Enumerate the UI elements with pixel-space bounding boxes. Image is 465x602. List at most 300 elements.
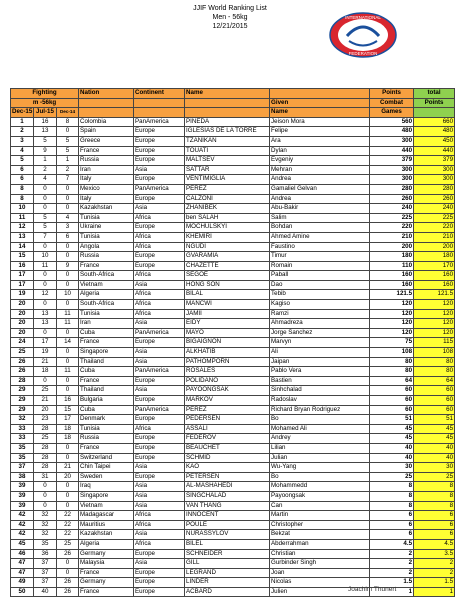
combat-points: 180 — [370, 252, 414, 262]
continent: Europe — [134, 146, 185, 156]
nation: Madagascar — [79, 511, 134, 521]
surname: VAN THANG — [185, 501, 270, 511]
rank-dec14: 9 — [57, 261, 79, 271]
rank-dec14: 0 — [57, 127, 79, 137]
table-row — [11, 242, 455, 252]
rank-dec15: 42 — [11, 530, 34, 540]
continent: Asia — [134, 501, 185, 511]
rank-dec15: 8 — [11, 184, 34, 194]
rank-dec14: 26 — [57, 587, 79, 597]
nation: Algeria — [79, 539, 134, 549]
continent: Europe — [134, 568, 185, 578]
surname: TZANIKAN — [185, 136, 270, 146]
surname: JAMII — [185, 309, 270, 319]
table-row — [11, 146, 455, 156]
rank-dec15: 33 — [11, 424, 34, 434]
nation: Iraq — [79, 482, 134, 492]
table-row — [11, 472, 455, 482]
head-nation: Nation — [79, 89, 134, 99]
nation: Tunisia — [79, 213, 134, 223]
rank-dec15: 42 — [11, 520, 34, 530]
nation: Singapore — [79, 491, 134, 501]
table-row — [11, 367, 455, 377]
table-row — [11, 184, 455, 194]
rank-dec15: 33 — [11, 434, 34, 444]
table-row — [11, 559, 455, 569]
rank-jul15: 0 — [34, 194, 57, 204]
combat-points: 220 — [370, 223, 414, 233]
rank-jul15: 0 — [34, 501, 57, 511]
surname: GILL — [185, 559, 270, 569]
continent: Africa — [134, 242, 185, 252]
surname: IGLESIAS DE LA TORRE — [185, 127, 270, 137]
rank-dec15: 39 — [11, 491, 34, 501]
surname: KHEMIRI — [185, 232, 270, 242]
surname: PINEDA — [185, 117, 270, 127]
surname: KAO — [185, 463, 270, 473]
given-name: Faustino — [270, 242, 370, 252]
combat-points: 40 — [370, 443, 414, 453]
rank-dec14: 0 — [57, 443, 79, 453]
rank-dec15: 39 — [11, 501, 34, 511]
nation: South-Africa — [79, 271, 134, 281]
surname: NURASSYLOV — [185, 530, 270, 540]
continent: Asia — [134, 348, 185, 358]
total-points: 220 — [414, 223, 455, 233]
continent: Europe — [134, 472, 185, 482]
total-points: 80 — [414, 367, 455, 377]
combat-points: 440 — [370, 146, 414, 156]
combat-points: 6 — [370, 511, 414, 521]
combat-points: 40 — [370, 453, 414, 463]
total-points: 64 — [414, 376, 455, 386]
rank-jul15: 25 — [34, 386, 57, 396]
nation: Chin Taipei — [79, 463, 134, 473]
combat-points: 379 — [370, 156, 414, 166]
rank-dec14: 0 — [57, 357, 79, 367]
total-points: 225 — [414, 213, 455, 223]
table-row — [11, 511, 455, 521]
given-name: Payoongsak — [270, 491, 370, 501]
rank-jul15: 4 — [34, 175, 57, 185]
nation: Ukraine — [79, 223, 134, 233]
table-row — [11, 156, 455, 166]
nation: Russia — [79, 156, 134, 166]
rank-jul15: 37 — [34, 559, 57, 569]
table-row — [11, 127, 455, 137]
total-points: 6 — [414, 511, 455, 521]
table-row — [11, 376, 455, 386]
rank-dec14: 0 — [57, 300, 79, 310]
surname: LINDER — [185, 578, 270, 588]
rank-dec15: 46 — [11, 549, 34, 559]
rank-dec15: 24 — [11, 338, 34, 348]
total-points: 25 — [414, 472, 455, 482]
nation: Tunisia — [79, 424, 134, 434]
table-row — [11, 396, 455, 406]
head-points-total: Points — [414, 98, 455, 108]
given-name: Dao — [270, 280, 370, 290]
continent: PanAmerica — [134, 405, 185, 415]
total-points: 379 — [414, 156, 455, 166]
nation: Thailand — [79, 386, 134, 396]
total-points: 1 — [414, 587, 455, 597]
table-row — [11, 194, 455, 204]
continent: Europe — [134, 587, 185, 597]
surname: SINGCHALAD — [185, 491, 270, 501]
rank-dec15: 11 — [11, 213, 34, 223]
given-name: Bohdan — [270, 223, 370, 233]
nation: Algeria — [79, 290, 134, 300]
nation: France — [79, 261, 134, 271]
given-name: Andrea — [270, 175, 370, 185]
surname: FEDEROV — [185, 434, 270, 444]
given-name: Gurbinder Singh — [270, 559, 370, 569]
head-blank-2 — [79, 98, 134, 108]
given-name: Abderrahman — [270, 539, 370, 549]
rank-dec14: 0 — [57, 559, 79, 569]
total-points: 8 — [414, 491, 455, 501]
rank-dec14: 14 — [57, 338, 79, 348]
total-points: 210 — [414, 232, 455, 242]
head-fighting: Fighting — [11, 89, 79, 99]
rank-jul15: 32 — [34, 530, 57, 540]
rank-jul15: 0 — [34, 280, 57, 290]
rank-dec14: 0 — [57, 252, 79, 262]
rank-dec14: 0 — [57, 204, 79, 214]
nation: Malaysia — [79, 559, 134, 569]
continent: Africa — [134, 520, 185, 530]
combat-points: 2 — [370, 568, 414, 578]
table-row — [11, 328, 455, 338]
table-row — [11, 482, 455, 492]
nation: Russia — [79, 252, 134, 262]
rank-dec14: 18 — [57, 434, 79, 444]
given-name: Mohammedd — [270, 482, 370, 492]
rank-dec15: 19 — [11, 290, 34, 300]
given-name: Paball — [270, 271, 370, 281]
rank-dec14: 2 — [57, 165, 79, 175]
rank-dec15: 39 — [11, 482, 34, 492]
rank-dec14: 22 — [57, 530, 79, 540]
continent: Europe — [134, 136, 185, 146]
nation: France — [79, 568, 134, 578]
nation: Vietnam — [79, 280, 134, 290]
rank-jul15: 28 — [34, 463, 57, 473]
combat-points: 300 — [370, 175, 414, 185]
head-dec14: Dec-14 — [57, 108, 79, 118]
rank-jul15: 28 — [34, 424, 57, 434]
rank-jul15: 5 — [34, 223, 57, 233]
head-games: Games — [370, 108, 414, 118]
given-name: Sinhchalad — [270, 386, 370, 396]
head-blank-7 — [185, 108, 270, 118]
rank-jul15: 28 — [34, 443, 57, 453]
total-points: 45 — [414, 424, 455, 434]
table-row — [11, 280, 455, 290]
nation: Italy — [79, 194, 134, 204]
rank-dec15: 29 — [11, 386, 34, 396]
rank-jul15: 16 — [34, 117, 57, 127]
rank-dec15: 29 — [11, 396, 34, 406]
nation: Switzerland — [79, 453, 134, 463]
rank-dec15: 50 — [11, 587, 34, 597]
rank-jul15: 0 — [34, 242, 57, 252]
continent: Europe — [134, 127, 185, 137]
given-name: Ramzi — [270, 309, 370, 319]
given-name: Jorge Sanchez — [270, 328, 370, 338]
rank-jul15: 37 — [34, 568, 57, 578]
surname: ASSALI — [185, 424, 270, 434]
rank-jul15: 0 — [34, 300, 57, 310]
nation: Spain — [79, 127, 134, 137]
rank-dec15: 28 — [11, 376, 34, 386]
combat-points: 560 — [370, 117, 414, 127]
header-category: Men - 56kg — [212, 14, 248, 21]
combat-points: 30 — [370, 463, 414, 473]
given-name: Can — [270, 501, 370, 511]
total-points: 6 — [414, 530, 455, 540]
given-name: Radoslav — [270, 396, 370, 406]
nation: Germany — [79, 549, 134, 559]
given-name: Bo — [270, 415, 370, 425]
rank-jul15: 28 — [34, 453, 57, 463]
combat-points: 6 — [370, 530, 414, 540]
surname: POULE — [185, 520, 270, 530]
nation: Mauritius — [79, 520, 134, 530]
continent: Europe — [134, 338, 185, 348]
rank-dec15: 16 — [11, 261, 34, 271]
combat-points: 200 — [370, 242, 414, 252]
table-row — [11, 252, 455, 262]
continent: Europe — [134, 261, 185, 271]
rank-dec14: 5 — [57, 136, 79, 146]
surname: CHAZETTE — [185, 261, 270, 271]
head-combat: Combat — [370, 98, 414, 108]
table-row — [11, 539, 455, 549]
continent: Asia — [134, 386, 185, 396]
combat-points: 45 — [370, 434, 414, 444]
rank-dec15: 26 — [11, 367, 34, 377]
continent: PanAmerica — [134, 117, 185, 127]
surname: PEDERSEN — [185, 415, 270, 425]
continent: Africa — [134, 511, 185, 521]
total-points: 440 — [414, 146, 455, 156]
rank-dec14: 0 — [57, 194, 79, 204]
continent: Europe — [134, 223, 185, 233]
continent: Asia — [134, 463, 185, 473]
surname: CALZONI — [185, 194, 270, 204]
table-row — [11, 165, 455, 175]
rank-dec15: 37 — [11, 463, 34, 473]
combat-points: 2 — [370, 559, 414, 569]
nation: Tunisia — [79, 309, 134, 319]
surname: ACBARD — [185, 587, 270, 597]
header-title: JJIF World Ranking List — [193, 5, 267, 12]
continent: Asia — [134, 357, 185, 367]
rank-dec14: 0 — [57, 328, 79, 338]
total-points: 1.5 — [414, 578, 455, 588]
given-name: Evgeniy — [270, 156, 370, 166]
total-points: 480 — [414, 127, 455, 137]
rank-dec14: 16 — [57, 396, 79, 406]
rank-dec15: 38 — [11, 472, 34, 482]
surname: ben SALAH — [185, 213, 270, 223]
combat-points: 25 — [370, 472, 414, 482]
table-row — [11, 405, 455, 415]
total-points: 60 — [414, 396, 455, 406]
rank-jul15: 40 — [34, 587, 57, 597]
head-blank — [270, 89, 370, 99]
rank-jul15: 10 — [34, 252, 57, 262]
rank-dec15: 26 — [11, 357, 34, 367]
given-name: Ali — [270, 348, 370, 358]
nation: France — [79, 587, 134, 597]
continent: Africa — [134, 213, 185, 223]
combat-points: 2 — [370, 549, 414, 559]
total-points: 60 — [414, 386, 455, 396]
given-name: Julian — [270, 453, 370, 463]
rank-dec15: 6 — [11, 165, 34, 175]
signature: Joachim Thunert — [348, 586, 397, 593]
rank-dec14: 11 — [57, 367, 79, 377]
head-blank-3 — [134, 98, 185, 108]
rank-dec14: 26 — [57, 549, 79, 559]
rank-dec14: 3 — [57, 223, 79, 233]
nation: France — [79, 146, 134, 156]
combat-points: 120 — [370, 309, 414, 319]
total-points: 160 — [414, 280, 455, 290]
nation: Singapore — [79, 348, 134, 358]
given-name: Felipe — [270, 127, 370, 137]
surname: SEGOE — [185, 271, 270, 281]
surname: BIGAIGNON — [185, 338, 270, 348]
surname: MANCWI — [185, 300, 270, 310]
rank-dec15: 20 — [11, 319, 34, 329]
nation: Iran — [79, 165, 134, 175]
continent: Europe — [134, 415, 185, 425]
header-date: 12/21/2015 — [212, 23, 248, 30]
total-points: 6 — [414, 520, 455, 530]
logo-text-bottom: FEDERATION — [348, 51, 378, 56]
rank-dec15: 6 — [11, 175, 34, 185]
rank-dec15: 29 — [11, 405, 34, 415]
rank-dec14: 0 — [57, 501, 79, 511]
table-row — [11, 501, 455, 511]
head-blank-5 — [79, 108, 134, 118]
rank-jul15: 0 — [34, 376, 57, 386]
given-name: Wu-Yang — [270, 463, 370, 473]
combat-points: 60 — [370, 386, 414, 396]
given-name: Dylan — [270, 146, 370, 156]
nation: Tunisia — [79, 232, 134, 242]
total-points: 660 — [414, 117, 455, 127]
combat-points: 300 — [370, 136, 414, 146]
total-points: 8 — [414, 501, 455, 511]
rank-dec14: 22 — [57, 511, 79, 521]
head-blank-4 — [185, 98, 270, 108]
given-name: Marvyn — [270, 338, 370, 348]
rank-jul15: 0 — [34, 328, 57, 338]
head-total: total — [414, 89, 455, 99]
given-name: Nicolas — [270, 578, 370, 588]
combat-points: 121.5 — [370, 290, 414, 300]
total-points: 30 — [414, 463, 455, 473]
rank-dec15: 17 — [11, 280, 34, 290]
continent: Africa — [134, 539, 185, 549]
combat-points: 45 — [370, 424, 414, 434]
total-points: 180 — [414, 252, 455, 262]
combat-points: 240 — [370, 204, 414, 214]
head-name: Name — [185, 89, 270, 99]
rank-dec14: 25 — [57, 539, 79, 549]
continent: Asia — [134, 530, 185, 540]
continent: PanAmerica — [134, 184, 185, 194]
continent: Asia — [134, 559, 185, 569]
rank-dec14: 0 — [57, 348, 79, 358]
combat-points: 160 — [370, 271, 414, 281]
combat-points: 160 — [370, 280, 414, 290]
combat-points: 108 — [370, 348, 414, 358]
table-row — [11, 309, 455, 319]
surname: BILEL — [185, 539, 270, 549]
table-row — [11, 434, 455, 444]
continent: Europe — [134, 194, 185, 204]
continent: Asia — [134, 165, 185, 175]
nation: South-Africa — [79, 300, 134, 310]
given-name: Andrey — [270, 434, 370, 444]
continent: Asia — [134, 280, 185, 290]
rank-jul15: 9 — [34, 146, 57, 156]
combat-points: 1.5 — [370, 578, 414, 588]
nation: Angola — [79, 242, 134, 252]
combat-points: 480 — [370, 127, 414, 137]
rank-jul15: 21 — [34, 396, 57, 406]
surname: PATHOMPORN — [185, 357, 270, 367]
rank-dec14: 11 — [57, 319, 79, 329]
rank-jul15: 35 — [34, 539, 57, 549]
surname: AL-MASHAHEDI — [185, 482, 270, 492]
surname: PEREZ — [185, 184, 270, 194]
surname: GVARAMIA — [185, 252, 270, 262]
given-name: Romain — [270, 261, 370, 271]
rank-jul15: 32 — [34, 520, 57, 530]
continent: Asia — [134, 491, 185, 501]
rank-dec15: 35 — [11, 443, 34, 453]
rank-jul15: 20 — [34, 405, 57, 415]
total-points: 80 — [414, 357, 455, 367]
table-row — [11, 213, 455, 223]
jjif-logo — [327, 10, 399, 60]
given-name: Bastien — [270, 376, 370, 386]
given-name: Lilian — [270, 443, 370, 453]
table-row — [11, 175, 455, 185]
rank-dec15: 47 — [11, 559, 34, 569]
combat-points: 51 — [370, 415, 414, 425]
surname: MARKOV — [185, 396, 270, 406]
rank-dec14: 0 — [57, 491, 79, 501]
table-row — [11, 549, 455, 559]
rank-jul15: 7 — [34, 232, 57, 242]
nation: France — [79, 376, 134, 386]
nation: Bulgaria — [79, 396, 134, 406]
rank-dec15: 4 — [11, 146, 34, 156]
rank-dec14: 0 — [57, 453, 79, 463]
surname: VENTIMIGLIA — [185, 175, 270, 185]
total-points: 170 — [414, 261, 455, 271]
given-name: Christopher — [270, 520, 370, 530]
rank-jul15: 1 — [34, 156, 57, 166]
